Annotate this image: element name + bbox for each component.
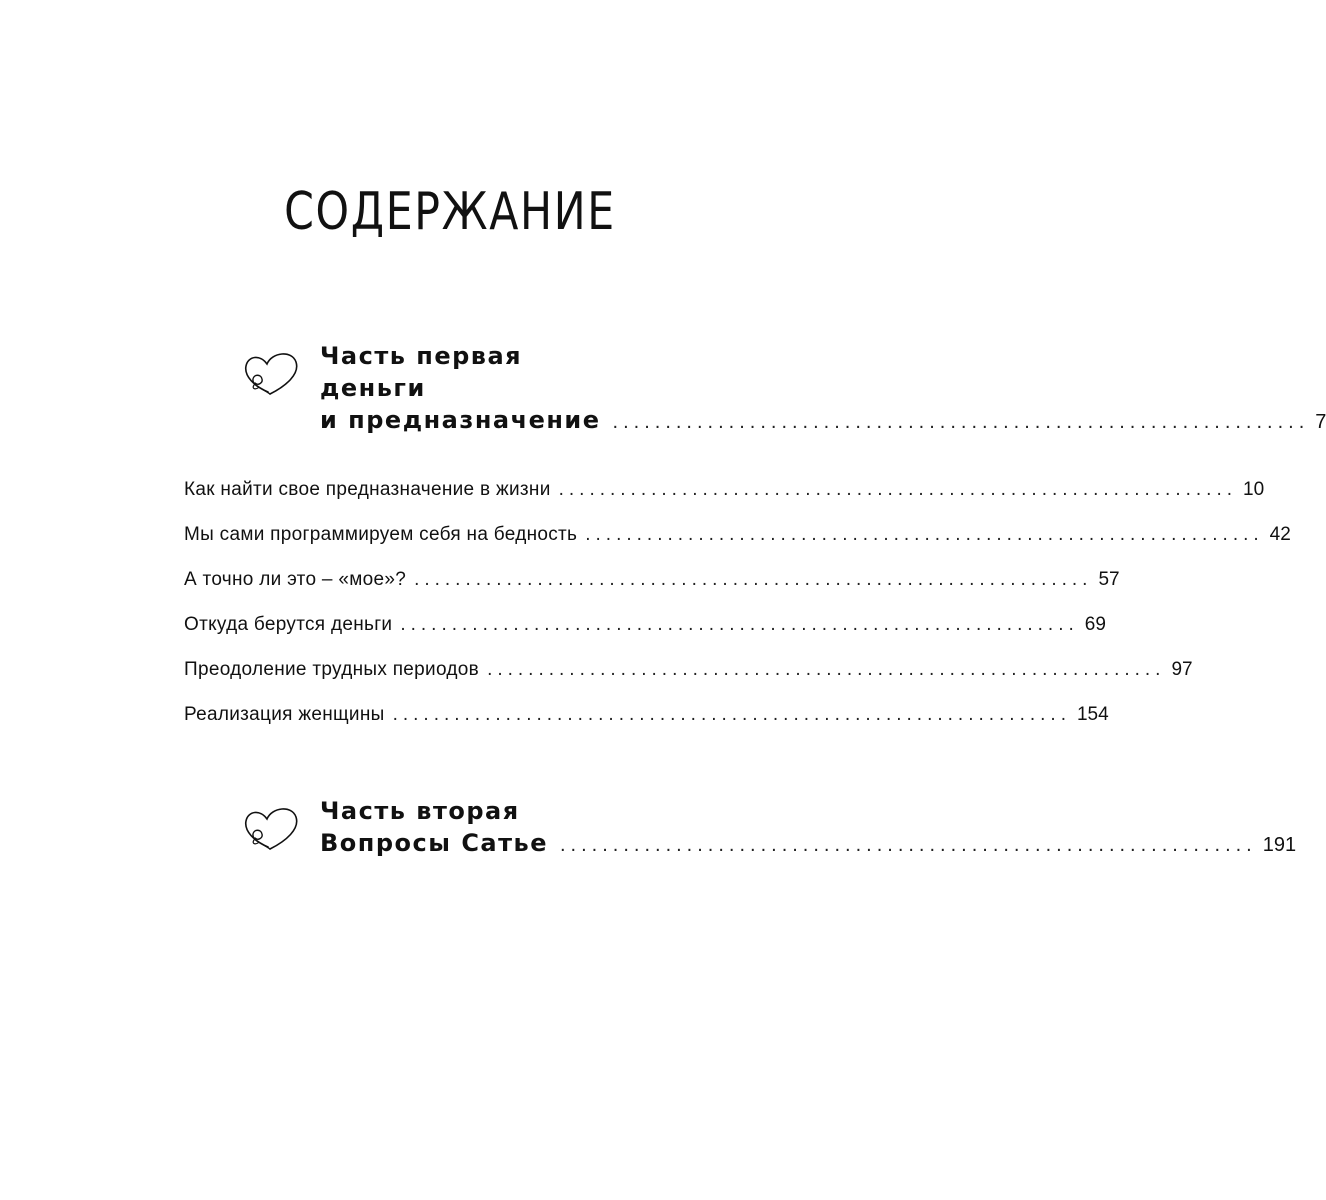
heart-flourish-icon (240, 803, 302, 851)
page-number: 97 (1171, 659, 1193, 680)
toc-entry (184, 519, 1291, 564)
toc-entry (184, 564, 1120, 609)
dot-leader: .................................................................. (487, 659, 1166, 680)
dot-leader: .................................................................. (392, 704, 1071, 725)
toc-entry-title: Преодоление трудных периодов (184, 659, 480, 680)
dot-leader: .................................................................. (585, 524, 1264, 545)
toc-list (184, 474, 1291, 744)
dot-leader: .................................................................. (612, 411, 1310, 433)
toc-entry-title: Откуда берутся деньги (184, 614, 393, 635)
part-heading-line: и предназначение (320, 406, 601, 434)
toc-entry-title: Мы сами программируем себя на бедность (184, 524, 578, 545)
dot-leader: .................................................................. (414, 569, 1093, 590)
dot-leader: .................................................................. (560, 834, 1257, 856)
page-number: 7 (1315, 411, 1326, 433)
toc-entry (184, 474, 1265, 519)
toc-entry (184, 609, 1106, 654)
heart-flourish-icon (240, 348, 302, 396)
dot-leader: .................................................................. (400, 614, 1079, 635)
part-heading-line: Часть первая (320, 342, 523, 370)
part-heading-last-line (320, 404, 1326, 436)
page-number: 69 (1084, 614, 1106, 635)
toc-entry-title: Как найти свое предназначение в жизни (184, 479, 551, 500)
page-title: СОДЕРЖАНИЕ (284, 182, 616, 242)
toc-entry-title: Реализация женщины (184, 704, 385, 725)
page-number: 42 (1269, 524, 1291, 545)
part-heading-line: Вопросы Сатье (320, 829, 548, 857)
page-number: 191 (1262, 834, 1297, 856)
toc-entry (184, 654, 1193, 699)
part-heading-line: деньги (320, 374, 426, 402)
page-number: 154 (1076, 704, 1109, 725)
part-heading-last-line (320, 827, 1297, 859)
toc-entry (184, 699, 1109, 744)
page-number: 57 (1098, 569, 1120, 590)
toc-entry-title: А точно ли это – «мое»? (184, 569, 407, 590)
part-heading-line: Часть вторая (320, 797, 520, 825)
dot-leader: .................................................................. (558, 479, 1238, 500)
page-number: 10 (1243, 479, 1265, 500)
